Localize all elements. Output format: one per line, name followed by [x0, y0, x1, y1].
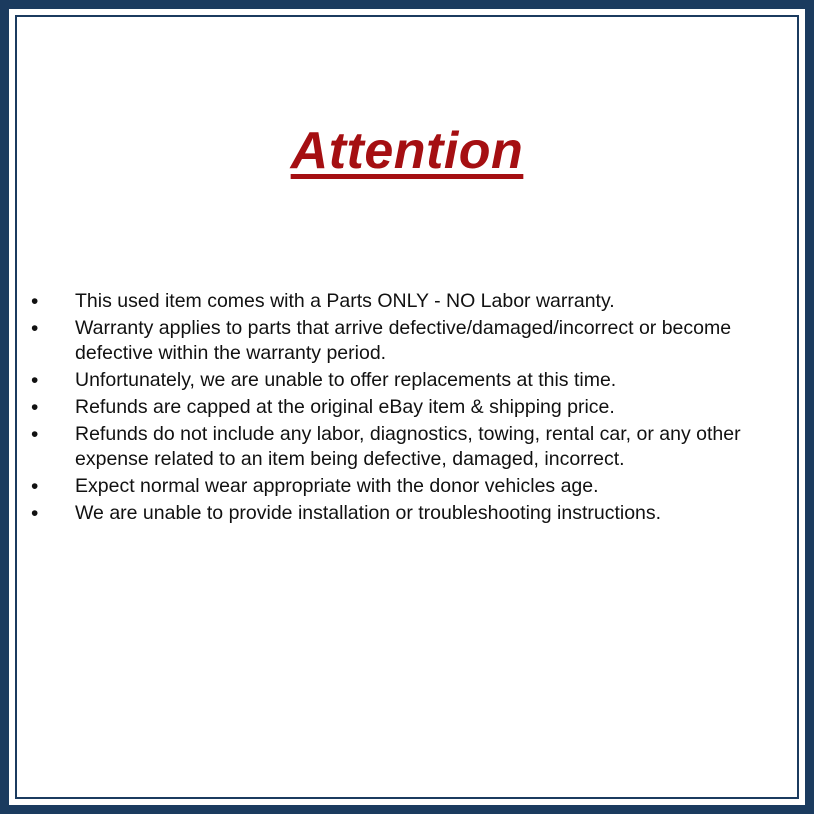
bullet-icon: • — [31, 475, 39, 499]
bullet-icon: • — [31, 369, 39, 393]
page-title: Attention — [290, 122, 524, 180]
bullet-icon: • — [31, 395, 39, 419]
list-item-text: Refunds do not include any labor, diagnostics, towing, rental car, or any other expense related to an item being defective, damaged, incorrect. — [75, 422, 741, 471]
list-item-text: This used item comes with a Parts ONLY - NO Labor warranty. — [75, 290, 615, 312]
bullet-icon: • — [31, 422, 39, 446]
list-item-text: We are unable to provide installation or troubleshooting instructions. — [75, 501, 662, 524]
list-item-text: Warranty applies to parts that arrive defective/damaged/incorrect or become defective within the warranty period. — [75, 316, 732, 365]
list-item-text: Unfortunately, we are unable to offer replacements at this time. — [75, 369, 617, 392]
notice-frame — [15, 15, 799, 799]
bullet-icon: • — [31, 290, 39, 313]
policy-list — [17, 289, 773, 528]
list-item — [17, 316, 773, 367]
list-item — [17, 422, 773, 473]
list-item-text: Expect normal wear appropriate with the donor vehicles age. — [75, 475, 599, 498]
list-item — [17, 289, 773, 315]
list-item-text: Refunds are capped at the original eBay item & shipping price. — [75, 395, 615, 418]
list-item — [17, 474, 773, 500]
list-item — [17, 501, 773, 527]
bullet-icon: • — [31, 316, 39, 340]
list-item — [17, 368, 773, 394]
list-item — [17, 395, 773, 421]
bullet-icon: • — [31, 501, 39, 525]
